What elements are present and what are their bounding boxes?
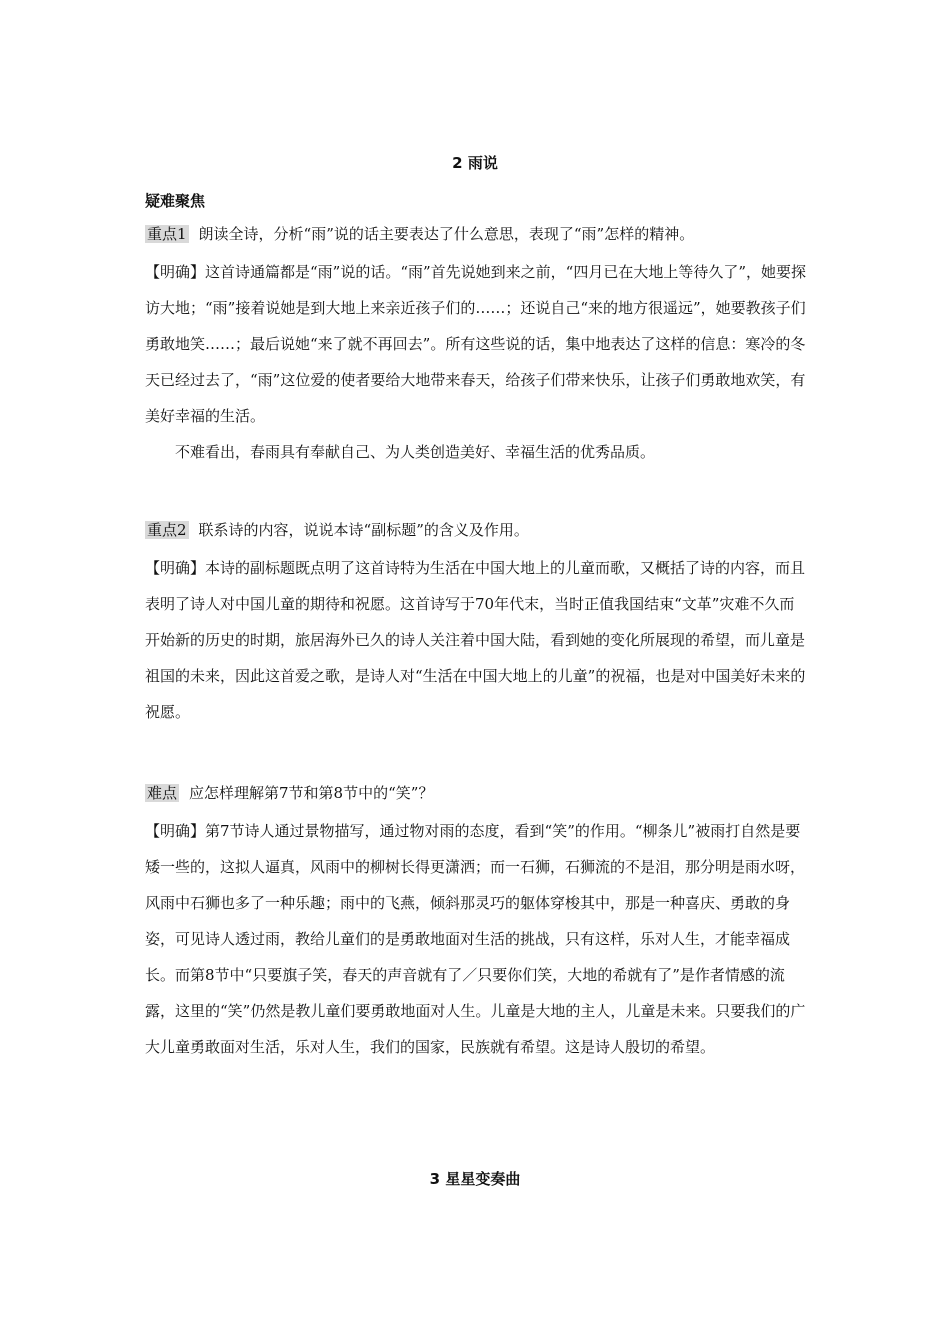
section-title-star-variation: 3 星星变奏曲 (429, 1170, 521, 1188)
difficulty-tag: 难点 (147, 784, 178, 802)
difficulty-answer-block (145, 813, 809, 1065)
point2-tag: 重点2 (147, 521, 187, 539)
point1-question-line (145, 224, 694, 244)
difficulty-question: 应怎样理解第7节和第8节中的“笑”？ (189, 784, 434, 802)
difficulty-answer: 【明确】第7节诗人通过景物描写，通过物对雨的态度，看到“笑”的作用。“柳条儿”被雨打自然是要矮一些的，这拟人逼真，风雨中的柳树长得更潇洒；而一石狮，石狮流的不是泪，那分明是雨水呀，风雨中石狮也多了一种乐趣；雨中的飞燕，倾斜那灵巧的躯体穿梭其中，那是一种喜庆、勇敢的身姿，可见诗人透过雨，教给儿童们的是勇敢地面对生活的挑战，只有这样，乐对人生，才能幸福成长。而第8节中“只要旗子笑，春天的声音就有了／只要你们笑，大地的希就有了”是作者情感的流露，这里的“笑”仍然是教儿童们要勇敢地面对人生。儿童是大地的主人，儿童是未来。只要我们的广大儿童勇敢面对生活，乐对人生，我们的国家，民族就有希望。这是诗人殷切的希望。 (145, 822, 806, 1056)
point1-answer: 【明确】这首诗通篇都是“雨”说的话。“雨”首先说她到来之前，“四月已在大地上等待久了”，她要探访大地；“雨”接着说她是到大地上来亲近孩子们的……；还说自己“来的地方很遥远”，她要教孩子们勇敢地笑……；最后说她“来了就不再回去”。所有这些说的话，集中地表达了这样的信息：寒冷的冬天已经过去了，“雨”这位爱的使者要给大地带来春天，给孩子们带来快乐，让孩子们勇敢地欢笑，有美好幸福的生活。 (145, 263, 807, 425)
difficulty-question-line (145, 783, 433, 803)
section-title-yu-shuo: 2 雨说 (452, 154, 498, 172)
focus-heading: 疑难聚焦 (145, 192, 206, 210)
point2-answer: 【明确】本诗的副标题既点明了这首诗特为生活在中国大地上的儿童而歌，又概括了诗的内容，而且表明了诗人对中国儿童的期待和祝愿。这首诗写于70年代末，当时正值我国结束“文革”灾难不久而开始新的历史的时期，旅居海外已久的诗人关注着中国大陆，看到她的变化所展现的希望，而儿童是祖国的未来，因此这首爱之歌，是诗人对“生活在中国大地上的儿童”的祝福，也是对中国美好未来的祝愿。 (145, 559, 806, 721)
point1-answer-block (145, 254, 809, 470)
point1-question: 朗读全诗，分析“雨”说的话主要表达了什么意思，表现了“雨”怎样的精神。 (198, 225, 695, 243)
point2-question: 联系诗的内容，说说本诗“副标题”的含义及作用。 (198, 521, 529, 539)
point2-answer-block (145, 550, 809, 730)
point1-tag: 重点1 (147, 225, 187, 243)
point2-question-line (145, 520, 529, 540)
point1-extra: 不难看出，春雨具有奉献自己、为人类创造美好、幸福生活的优秀品质。 (175, 443, 656, 461)
